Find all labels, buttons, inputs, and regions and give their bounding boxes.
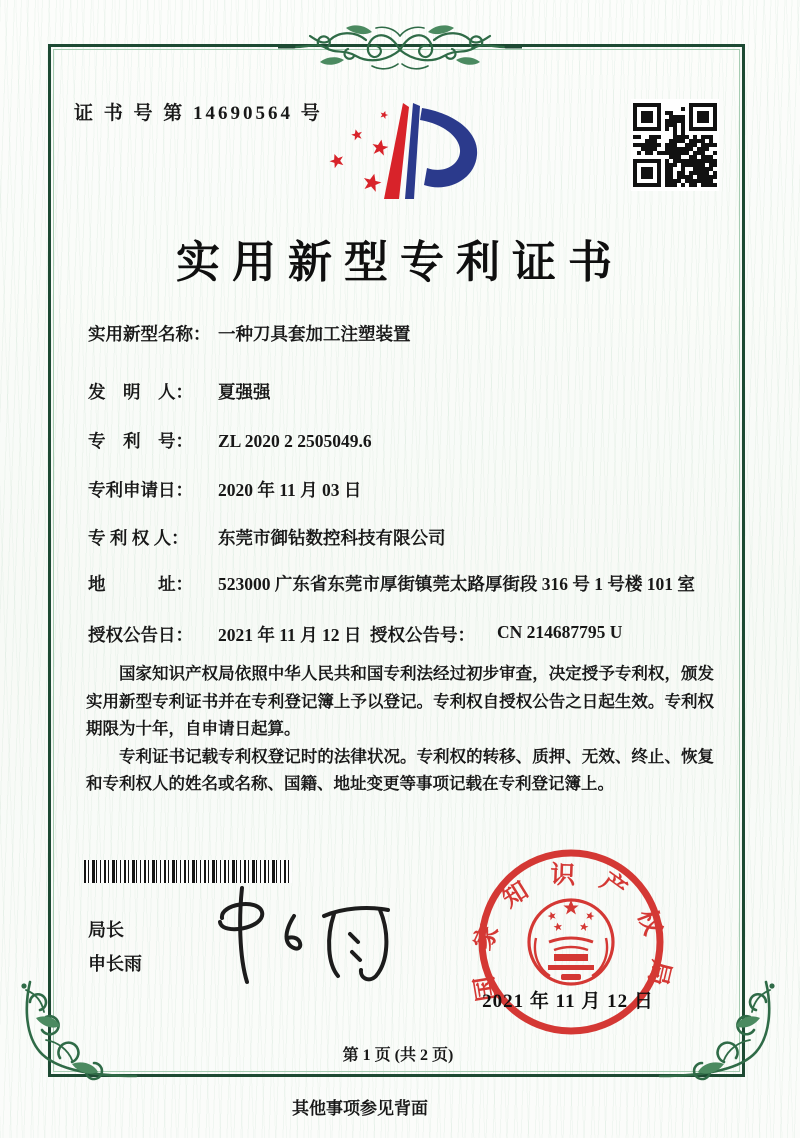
legal-paragraph-1: 国家知识产权局依照中华人民共和国专利法经过初步审查，决定授予专利权，颁发实用新型专利证书并在专利登记簿上予以登记。专利权自授权公告之日起生效。专利权期限为十年，自申请日起算。: [86, 664, 714, 738]
field-label: 发 明 人：: [88, 382, 193, 402]
field-value: 一种刀具套加工注塑装置: [218, 324, 411, 344]
grant-number-label: 授权公告号：: [370, 625, 475, 645]
qr-code-icon: [631, 99, 719, 191]
bottom-left-flourish-icon: [16, 980, 138, 1084]
field-value: 夏强强: [218, 382, 271, 402]
seal-text: 国家知识产权局: [467, 861, 675, 1010]
bottom-right-flourish-icon: [658, 980, 780, 1084]
field-label: 专 利 号：: [88, 431, 193, 451]
field-value: 东莞市御钻数控科技有限公司: [218, 528, 446, 548]
signer-name: 申长雨: [88, 954, 142, 974]
seal-date: 2021 年 11 月 12 日: [482, 991, 654, 1012]
cnipa-logo-icon: [310, 94, 490, 214]
certificate-title: 实用新型专利证书: [176, 238, 624, 287]
field-label: 专利申请日：: [88, 480, 193, 500]
field-value: 523000 广东省东莞市厚街镇莞太路厚街段 316 号 1 号楼 101 室: [218, 574, 695, 594]
legal-paragraph-2: 专利证书记载专利权登记时的法律状况。专利权的转移、质押、无效、终止、恢复和专利权人的姓名或名称、国籍、地址变更等事项记载在专利登记簿上。: [86, 746, 714, 793]
top-filigree-ornament-icon: [278, 20, 522, 74]
field-label: 专 利 权 人：: [88, 528, 189, 548]
field-label: 地 址：: [88, 574, 193, 594]
back-side-note: 其他事项参见背面: [292, 1099, 428, 1118]
grant-date-value: 2021 年 11 月 12 日: [218, 625, 362, 645]
field-value: 2020 年 11 月 03 日: [218, 480, 362, 500]
certificate-number: 证 书 号 第 14690564 号: [74, 103, 323, 124]
grant-date-label: 授权公告日：: [88, 625, 193, 645]
barcode-icon: [84, 860, 292, 883]
official-seal-icon: [466, 846, 676, 1046]
grant-number-value: CN 214687795 U: [497, 622, 623, 642]
field-label: 实用新型名称：: [88, 324, 211, 344]
signer-title: 局长: [88, 920, 124, 940]
national-emblem-icon: [529, 900, 613, 984]
legal-text-block: [86, 660, 714, 798]
page-indicator: 第 1 页 (共 2 页): [342, 1047, 454, 1064]
field-value: ZL 2020 2 2505049.6: [218, 431, 372, 451]
handwritten-signature-icon: [192, 882, 407, 1000]
